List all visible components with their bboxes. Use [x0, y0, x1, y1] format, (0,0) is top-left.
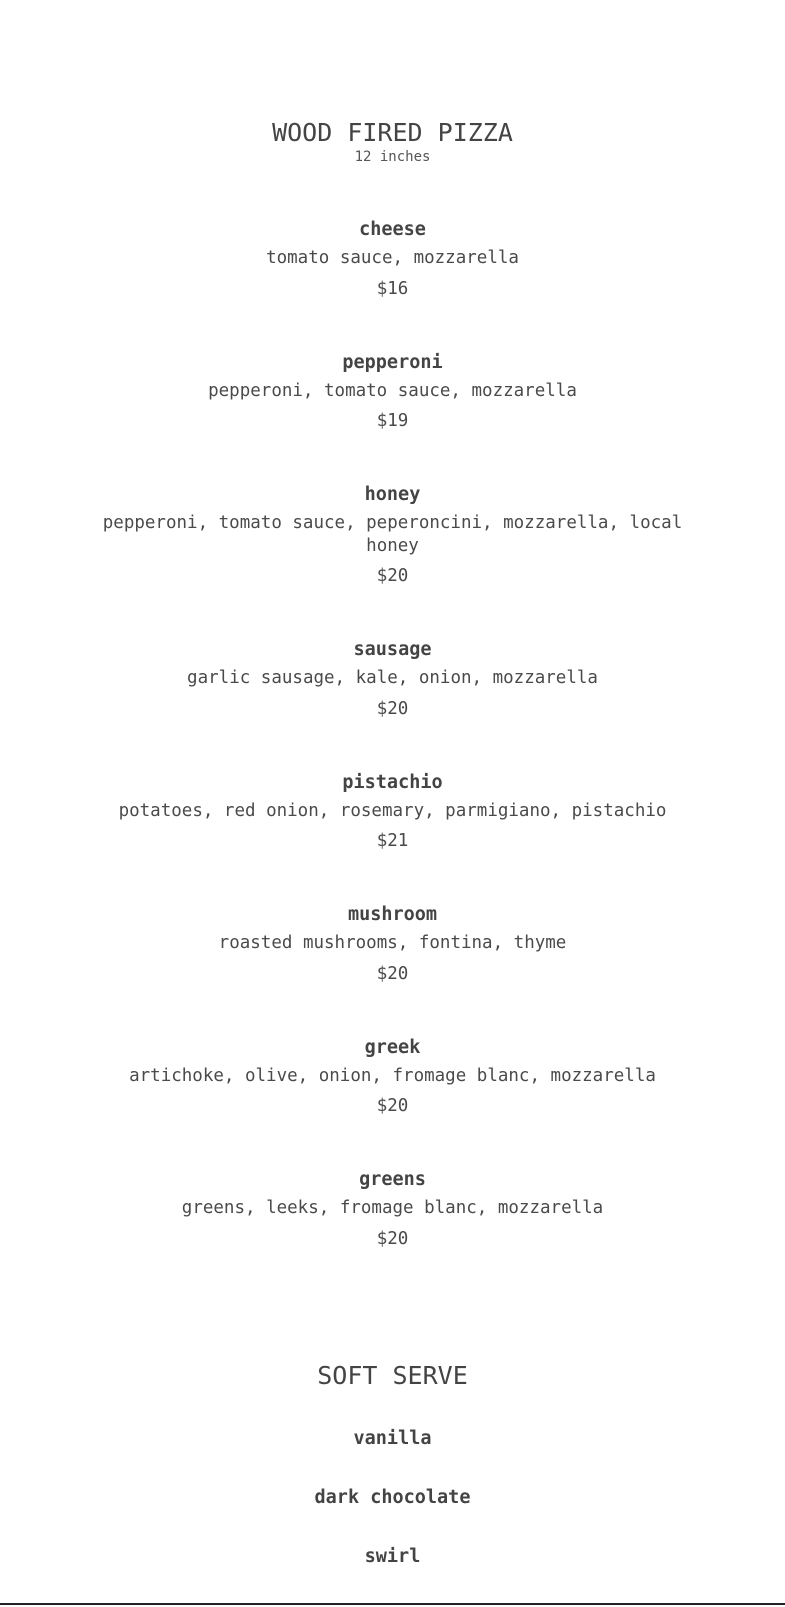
menu-item-greens [0, 1169, 785, 1250]
menu-item-cheese [0, 219, 785, 300]
item-price: $20 [376, 963, 409, 984]
item-name: cheese [359, 219, 426, 240]
item-name: pepperoni [342, 351, 443, 373]
soft-serve-item-vanilla: vanilla [353, 1428, 432, 1449]
menu-item-pepperoni [0, 352, 785, 433]
pizza-section [0, 118, 785, 1250]
item-name: greek [364, 1036, 421, 1058]
pizza-section-title: WOOD FIRED PIZZA [272, 118, 513, 147]
item-price: $20 [376, 698, 409, 719]
bottom-divider [0, 1603, 785, 1605]
item-description: potatoes, red onion, rosemary, parmigiano, pistachio [118, 800, 667, 821]
pizza-list [0, 219, 785, 1250]
item-name: sausage [353, 639, 432, 660]
menu-item-pistachio [0, 772, 785, 853]
item-name: pistachio [342, 771, 443, 793]
item-description: greens, leeks, fromage blanc, mozzarella [181, 1198, 604, 1218]
item-price: $20 [376, 566, 409, 586]
item-description: tomato sauce, mozzarella [266, 248, 519, 268]
menu-item-sausage [0, 639, 785, 720]
item-name: mushroom [347, 904, 438, 925]
menu-item-honey [0, 484, 785, 587]
item-description: pepperoni, tomato sauce, peperoncini, mozzarella, local honey [102, 513, 683, 556]
soft-serve-item-dark-chocolate: dark chocolate [314, 1487, 471, 1508]
item-name: greens [359, 1169, 426, 1190]
soft-serve-list [0, 1428, 785, 1568]
item-price: $20 [376, 1096, 409, 1116]
item-price: $19 [376, 411, 409, 431]
item-description: pepperoni, tomato sauce, mozzarella [208, 380, 577, 401]
item-name: honey [364, 484, 421, 505]
item-price: $21 [376, 831, 409, 851]
soft-serve-section [0, 1361, 785, 1605]
item-price: $16 [376, 278, 409, 299]
item-description: garlic sausage, kale, onion, mozzarella [187, 668, 598, 688]
menu-item-greek [0, 1037, 785, 1118]
item-description: roasted mushrooms, fontina, thyme [218, 933, 567, 953]
item-price: $20 [376, 1228, 409, 1249]
soft-serve-section-title: SOFT SERVE [317, 1361, 468, 1390]
pizza-size-note: 12 inches [354, 149, 431, 165]
item-description: artichoke, olive, onion, fromage blanc, mozzarella [129, 1065, 656, 1086]
soft-serve-item-swirl: swirl [364, 1546, 421, 1567]
menu-item-mushroom [0, 904, 785, 985]
